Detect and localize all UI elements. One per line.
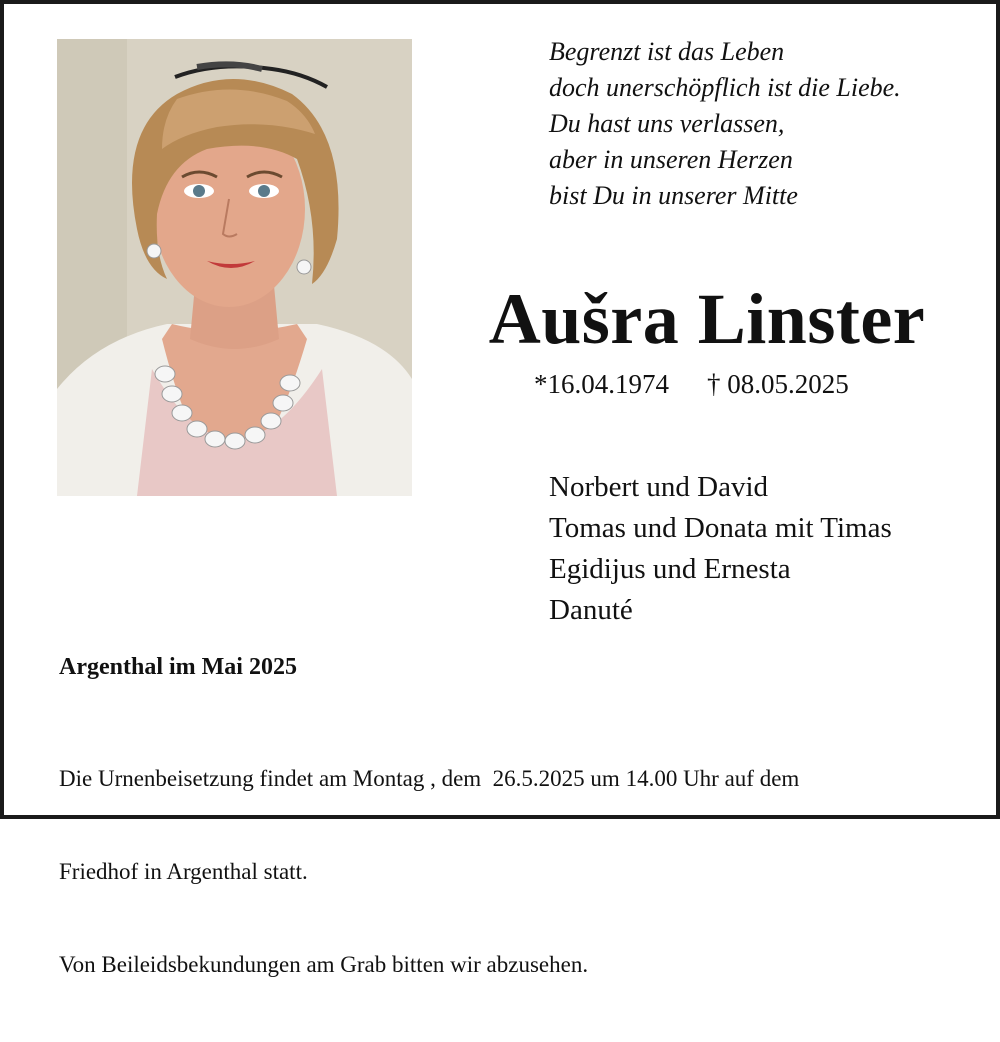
mourner-entry: Norbert und David [549,471,769,503]
mourners-list [549,467,892,631]
notice-line: Von Beileidsbekundungen am Grab bitten wir abzusehen. [59,952,589,977]
mourner-entry: Egidijus und Ernesta [549,553,791,585]
deceased-name: Aušra Linster [488,279,926,359]
funeral-notice [59,701,799,1042]
portrait-photo [57,39,412,496]
death-date: † 08.05.2025 [707,369,849,399]
mourner-entry: Danuté [549,594,633,626]
birth-date: *16.04.1974 [534,369,669,399]
life-dates [534,367,849,401]
poem-line: Begrenzt ist das Leben [549,37,785,66]
poem-line: doch unerschöpflich ist die Liebe. [549,73,901,102]
place-and-date: Argenthal im Mai 2025 [59,654,297,680]
notice-line: Die Urnenbeisetzung findet am Montag , dem 26.5.2025 um 14.00 Uhr auf dem [59,766,800,791]
poem-line: bist Du in unserer Mitte [549,181,798,210]
portrait-illustration [57,39,412,496]
mourner-entry: Tomas und Donata mit Timas [549,512,892,544]
notice-line: Friedhof in Argenthal statt. [59,859,308,884]
poem-line: Du hast uns verlassen, [549,109,785,138]
poem-line: aber in unseren Herzen [549,145,793,174]
memorial-poem [549,34,901,214]
